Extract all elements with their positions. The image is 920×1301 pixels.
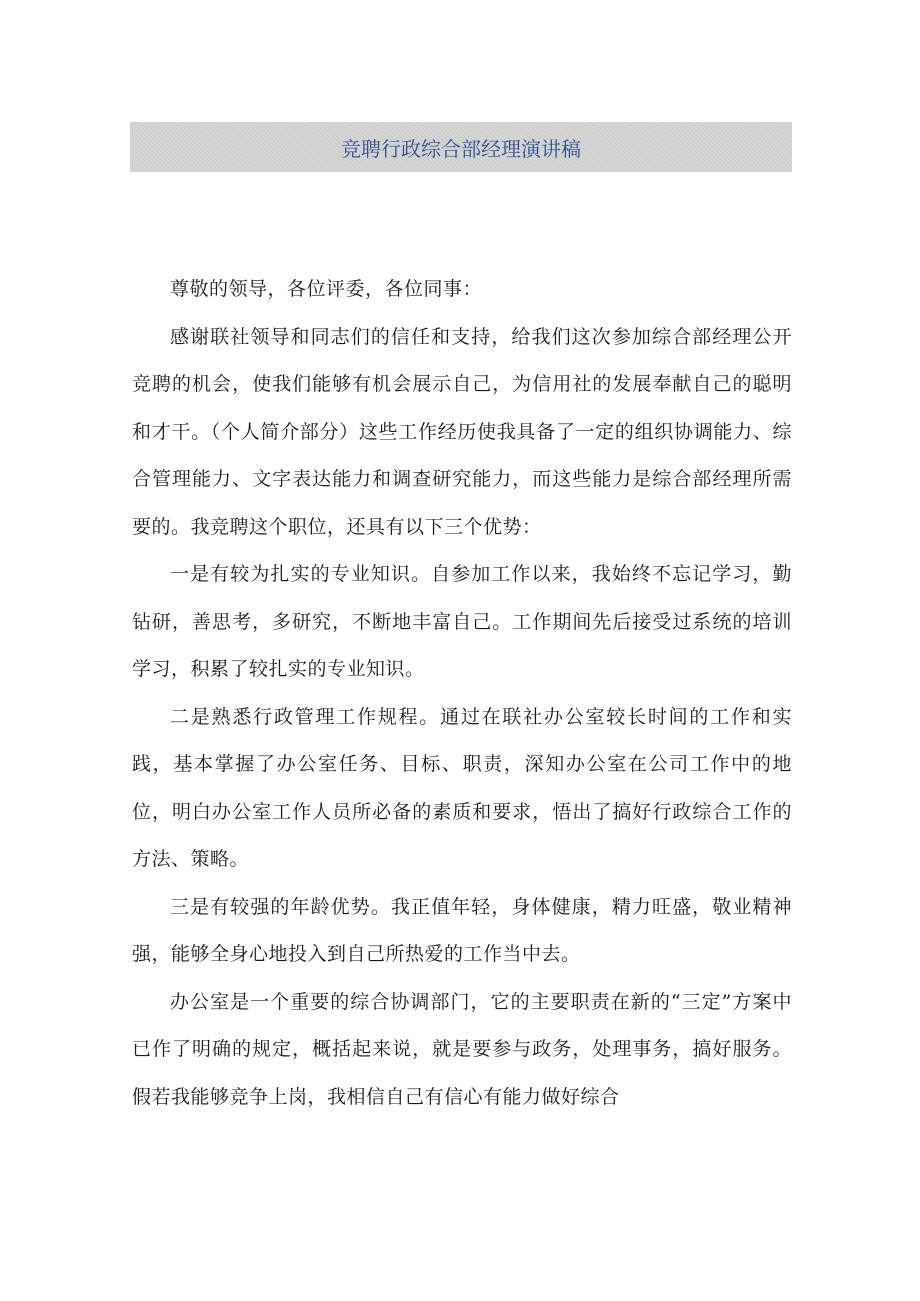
- document-body: [132, 266, 792, 1121]
- office-role-paragraph: 办公室是一个重要的综合协调部门，它的主要职责在新的“三定”方案中已作了明确的规定，概括起来说，就是要参与政务，处理事务，搞好服务。假若我能够竞争上岗，我相信自己有信心有能力做好综合: [132, 990, 792, 1108]
- salutation-paragraph: 尊敬的领导，各位评委，各位同事：: [170, 278, 483, 300]
- advantage-two-paragraph: 二是熟悉行政管理工作规程。通过在联社办公室较长时间的工作和实践，基本掌握了办公室任务、目标、职责，深知办公室在公司工作中的地位，明白办公室工作人员所必备的素质和要求，悟出了搞好行政综合工作的方法、策略。: [132, 705, 792, 870]
- intro-paragraph: 感谢联社领导和同志们的信任和支持，给我们这次参加综合部经理公开竞聘的机会，使我们能够有机会展示自己，为信用社的发展奉献自己的聪明和才干。（个人简介部分）这些工作经历使我具备了一定的组织协调能力、综合管理能力、文字表达能力和调查研究能力，而这些能力是综合部经理所需要的。我竞聘这个职位，还具有以下三个优势：: [132, 325, 792, 538]
- document-title: 竞聘行政综合部经理演讲稿: [341, 136, 581, 161]
- title-banner: [130, 122, 792, 172]
- advantage-one-paragraph: 一是有较为扎实的专业知识。自参加工作以来，我始终不忘记学习，勤钻研，善思考，多研究，不断地丰富自己。工作期间先后接受过系统的培训学习，积累了较扎实的专业知识。: [132, 563, 792, 680]
- advantage-three-paragraph: 三是有较强的年龄优势。我正值年轻，身体健康，精力旺盛，敬业精神强，能够全身心地投入到自己所热爱的工作当中去。: [132, 895, 792, 965]
